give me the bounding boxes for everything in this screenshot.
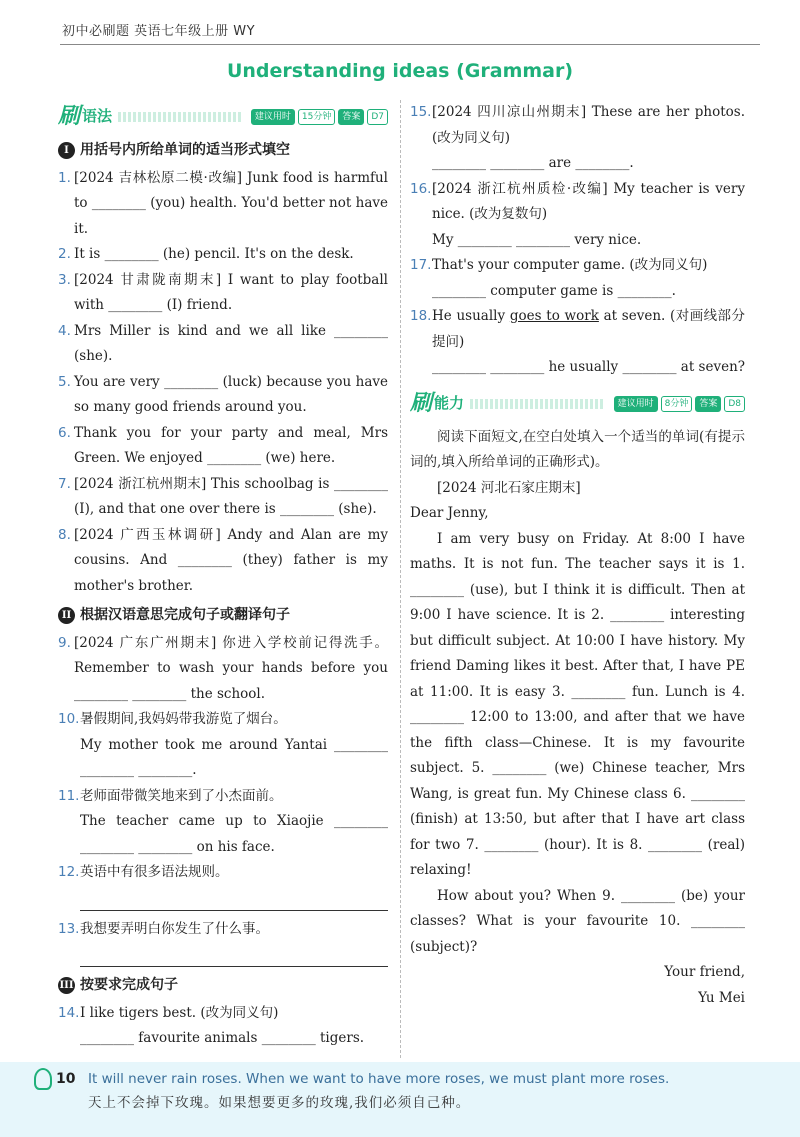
question-number: 13. (58, 920, 80, 937)
question-number: 16. (410, 180, 432, 197)
question (58, 707, 388, 784)
question-text: It is ________ (he) pencil. It's on the desk. (74, 246, 354, 262)
question-number: 14. (58, 1004, 80, 1021)
question-body (80, 1001, 388, 1052)
motto-english: It will never rain roses. When we want to have more roses, we must plant more roses. (88, 1071, 670, 1087)
question (58, 631, 388, 708)
time-value: 15分钟 (298, 109, 335, 125)
passage-instruction: 阅读下面短文,在空白处填入一个适当的单词(有提示词的,填入所给单词的正确形式)。 (410, 428, 745, 470)
stripe-decoration (470, 399, 605, 409)
page-title: Understanding ideas (Grammar) (226, 60, 574, 82)
answer-page: D7 (367, 109, 388, 125)
answer-template: ________ ________ are ________. (432, 155, 634, 171)
question-text: You are very ________ (luck) because you have so many good friends around you. (74, 373, 388, 415)
question (58, 472, 388, 523)
question-number: 18. (410, 308, 432, 324)
header (0, 0, 800, 46)
question (58, 1001, 388, 1052)
question-text-post: at seven. (对画线部分提问) (432, 308, 745, 350)
question-number: 12. (58, 864, 80, 880)
question-text: [2024 浙江杭州质检·改编] My teacher is very nice. (改为复数句) (432, 180, 745, 222)
question-number: 11. (58, 787, 80, 804)
answer-template: ________ computer game is ________. (432, 282, 676, 299)
passage-source: [2024 河北石家庄期末] (437, 479, 581, 496)
passage-paragraph-2: How about you? When 9. ________ (be) your classes? What is your favourite 10. ________ (subject)? (410, 887, 745, 955)
question-number: 10. (58, 711, 80, 727)
question-number: 3. (58, 271, 71, 288)
stripe-decoration (118, 112, 242, 122)
book-title: 初中必刷题 英语七年级上册 WY (62, 24, 256, 39)
question (410, 304, 745, 381)
part-title: 按要求完成句子 (80, 977, 178, 993)
reading-passage (410, 425, 745, 1012)
question-text: [2024 吉林松原二模·改编] Junk food is harmful to ________ (you) health. You'd better not have it. (74, 169, 388, 237)
section-label: 语法 (82, 107, 113, 126)
time-label: 建议用时 (251, 109, 295, 125)
ability-section-header (410, 387, 745, 421)
question-text: I like tigers best. (改为同义句) (80, 1004, 279, 1021)
left-column (58, 100, 388, 1052)
letter-closing: Your friend, (664, 964, 745, 980)
passage-paragraph-1: I am very busy on Friday. At 8:00 I have maths. It is not fun. The teacher says it is 1. ________ (use), but I think it is difficult. Then at 9:00 I have science. It is 2. ________ interesting but difficult subject. At 10:00 I have history. My friend Daming likes it best. After that, I have PE at 11:00. It is easy 3. ________ fun. Lunch is 4. ________ 12:00 to 13:00, and after that we have the fifth class—Chinese. It is my favourite subject. 5. ________ (we) Chinese teacher, Mrs Wang, is great fun. My Chinese class 6. ________ (finish) at 13:50, but after that I have art class for two 7. ________ (hour). It is 8. ________ (real) relaxing! (410, 530, 745, 878)
question (58, 784, 388, 861)
question (58, 166, 388, 243)
question-text: [2024 甘肃陇南期末] I want to play football with ________ (I) friend. (74, 271, 388, 313)
time-label: 建议用时 (614, 396, 658, 412)
question-number: 4. (58, 322, 71, 339)
chinese-prompt: 我想要弄明白你发生了什么事。 (80, 920, 269, 937)
page-number: 10 (56, 1071, 76, 1087)
question (58, 523, 388, 600)
question-text: [2024 四川凉山州期末] These are her photos. (改为同义句) (432, 104, 745, 146)
header-rule (60, 44, 760, 45)
answer-template: My ________ ________ very nice. (432, 231, 642, 248)
motto-chinese: 天上不会掉下玫瑰。如果想要更多的玫瑰,我们必须自己种。 (88, 1095, 471, 1111)
question-text: Mrs Miller is kind and we all like ________ (she). (74, 322, 388, 364)
question-number: 6. (58, 424, 71, 441)
chinese-prompt: 英语中有很多语法规则。 (80, 864, 229, 880)
question-number: 5. (58, 373, 71, 390)
question-text: [2024 浙江杭州期末] This schoolbag is ________ (I), and that one over there is ________ (she). (74, 475, 388, 517)
question (58, 242, 388, 268)
question-number: 2. (58, 246, 71, 262)
question (58, 860, 388, 886)
english-prompt: The teacher came up to Xiaojie ________ ________ ________ on his face. (80, 813, 388, 855)
english-prompt: My mother took me around Yantai ________ ________ ________. (80, 736, 388, 778)
part1-heading (58, 138, 388, 164)
question (58, 319, 388, 370)
answer-label: 答案 (338, 109, 364, 125)
letter-greeting: Dear Jenny, (410, 505, 489, 521)
brush-icon: 刷 (58, 104, 81, 130)
part-title: 根据汉语意思完成句子或翻译句子 (80, 607, 290, 623)
right-column (410, 100, 745, 1011)
answer-template: ________ ________ he usually ________ at seven? (432, 359, 745, 375)
question (58, 917, 388, 943)
chinese-prompt: 老师面带微笑地来到了小杰面前。 (80, 787, 283, 804)
question-number: 15. (410, 104, 432, 120)
question-number: 1. (58, 169, 71, 186)
time-value: 8分钟 (661, 396, 693, 412)
question-body (432, 253, 745, 304)
question-number: 9. (58, 634, 71, 651)
question (410, 253, 745, 304)
question-text: That's your computer game. (改为同义句) (432, 257, 708, 273)
question-body (432, 304, 745, 381)
answer-label: 答案 (695, 396, 721, 412)
lightbulb-icon (34, 1068, 52, 1090)
question (58, 268, 388, 319)
answer-line[interactable] (80, 946, 388, 967)
question-number: 8. (58, 526, 71, 543)
chinese-prompt: 暑假期间,我妈妈带我游览了烟台。 (80, 711, 287, 727)
underlined-phrase: goes to work (509, 308, 599, 324)
question-text: [2024 广东广州期末] 你进入学校前记得洗手。 Remember to wash your hands before you ________ ________ the school. (74, 634, 388, 702)
part-title: 用括号内所给单词的适当形式填空 (80, 142, 290, 158)
question-text-pre: He usually (432, 308, 510, 324)
question-body (432, 100, 745, 177)
letter-signature: Yu Mei (698, 989, 745, 1006)
roman-numeral-badge: III (58, 977, 75, 994)
section-label: 能力 (434, 393, 465, 412)
roman-numeral-badge: I (58, 142, 75, 159)
question-body (432, 177, 745, 254)
brush-icon: 刷 (410, 390, 433, 416)
question (410, 100, 745, 177)
grammar-section-header (58, 100, 388, 134)
question-text: [2024 广西玉林调研] Andy and Alan are my cousins. And ________ (they) father is my mother's brother. (74, 526, 388, 594)
roman-numeral-badge: II (58, 607, 75, 624)
question-text: Thank you for your party and meal, Mrs Green. We enjoyed ________ (we) here. (74, 424, 388, 466)
question (58, 421, 388, 472)
question-body (80, 784, 388, 861)
question (58, 370, 388, 421)
answer-line[interactable] (80, 890, 388, 911)
question-number: 17. (410, 257, 432, 273)
answer-template: ________ favourite animals ________ tigers. (80, 1030, 365, 1046)
part2-heading (58, 603, 388, 629)
part3-heading (58, 973, 388, 999)
question (410, 177, 745, 254)
column-divider (400, 100, 401, 1058)
question-body (80, 707, 388, 784)
answer-page: D8 (724, 396, 745, 412)
question-number: 7. (58, 475, 71, 492)
